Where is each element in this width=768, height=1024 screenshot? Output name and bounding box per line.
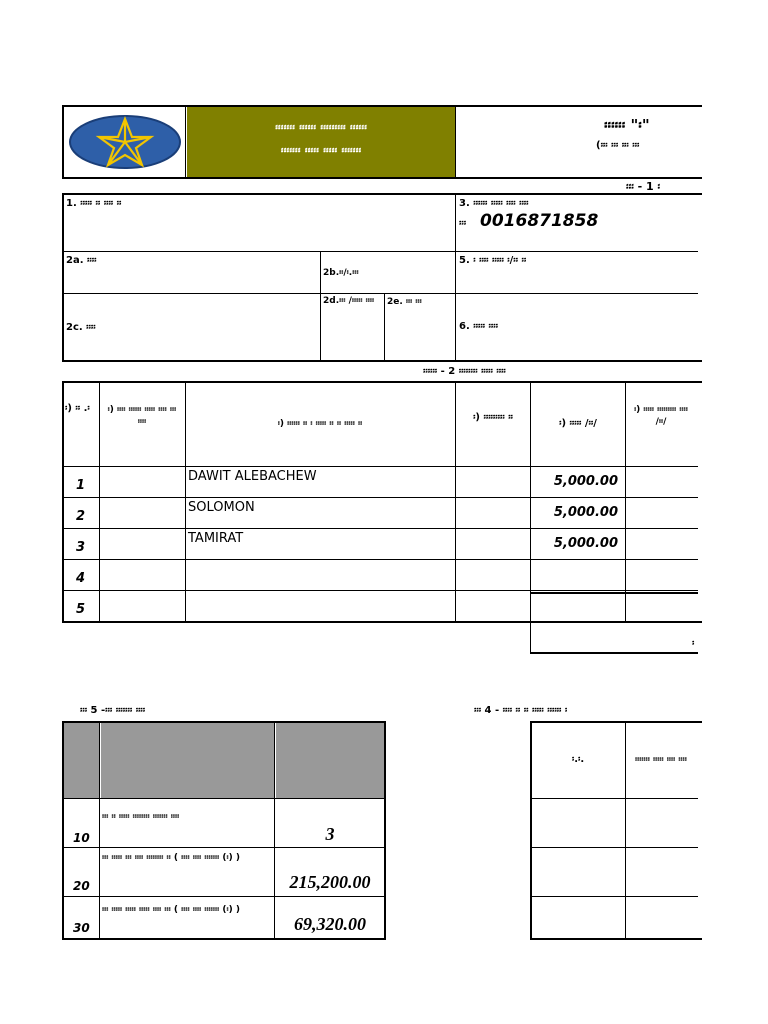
field-2b-label: 2b.፡፡/፡.፡፡፡: [323, 268, 359, 278]
row-salary: 5,000.00: [553, 474, 618, 489]
row-salary: 5,000.00: [553, 536, 618, 551]
row-name: TAMIRAT: [188, 531, 244, 546]
row-number: 3: [76, 540, 86, 555]
row-name: DAWIT ALEBACHEW: [188, 469, 317, 484]
form-subtitle: (፡፡፡ ፡፡፡ ፡፡፡ ፡፡፡: [596, 140, 640, 151]
col-f-header: ፡) ፡፡፡፡፡ ፡፡፡፡፡፡፡፡፡ ፡፡፡፡ /፡፡/: [634, 405, 688, 427]
field-2e-label: 2e. ፡፡፡ ፡፡፡: [387, 297, 422, 307]
col-d-header: ፡) ፡፡፡፡፡፡፡፡፡ ፡፡: [473, 412, 513, 423]
field-2d-label: 2d.፡፡፡ /፡፡፡፡፡ ፡፡፡፡: [323, 296, 375, 306]
row-number: 5: [76, 602, 86, 617]
section5-title: ፡፡፡ 5 -፡፡፡ ፡፡፡፡፡፡፡ ፡፡፡፡: [80, 705, 146, 716]
summary-label: ፡፡፡ ፡፡፡፡፡ ፡፡፡ ፡፡፡፡ ፡፡፡፡፡፡፡፡ ፡፡ ( ፡፡፡፡ ፡፡፡፡ ፡፡፡፡፡፡፡ (፡) ): [102, 853, 241, 863]
field-2c-label: 2c. ፡፡፡፡: [66, 322, 96, 333]
col-a-header: ፡) ፡፡ .፡: [65, 403, 90, 414]
form-title: ፡፡፡፡፡፡ "፡": [604, 116, 650, 134]
field-1-label: 1. ፡፡፡፡፡ ፡፡ ፡፡፡፡ ፡፡: [66, 198, 122, 209]
banner-line-2: ፡፡፡፡፡፡፡ ፡፡፡፡፡ ፡፡፡፡፡ ፡፡፡፡፡፡፡: [280, 143, 362, 157]
field-3-label: 3. ፡፡፡፡፡፡ ፡፡፡፡፡ ፡፡፡፡ ፡፡፡፡: [459, 198, 529, 209]
col-e-header: ፡) ፡፡፡፡፡ /፡፡/: [559, 418, 597, 429]
summary-code: 20: [73, 879, 90, 893]
row-name: SOLOMON: [188, 500, 255, 515]
summary-code: 10: [73, 831, 90, 845]
field-3-prefix: ፡፡፡: [459, 218, 467, 229]
part1-label: ፡፡፡ - 1 ፡: [626, 180, 661, 193]
row-number: 1: [76, 478, 86, 493]
summary-value: 215,200.00: [289, 872, 371, 892]
section4-col1: ፡.፡.: [571, 754, 585, 765]
col-b-header: ፡) ፡፡፡፡ ፡፡፡፡፡፡ ፡፡፡፡፡ ፡፡፡፡ ፡፡፡ ፡፡፡፡: [107, 405, 177, 427]
field-2a-label: 2a. ፡፡፡፡: [66, 255, 97, 266]
section4-title: ፡፡፡ 4 - ፡፡፡፡ ፡፡ ፡፡ ፡፡፡፡፡ ፡፡፡፡፡፡ ፡: [474, 705, 568, 716]
total-fragment: ፡: [692, 638, 695, 649]
summary-label: ፡፡፡ ፡፡፡፡፡ ፡፡፡፡፡ ፡፡፡፡፡ ፡፡፡፡ ፡፡፡ ( ፡፡፡፡ ፡፡፡፡ ፡፡፡፡፡፡፡ (፡) ): [102, 905, 241, 915]
summary-header-b: [101, 723, 274, 798]
ethiopian-star-emblem-icon: [64, 107, 186, 177]
emblem-logo: [64, 107, 186, 177]
section4-col2: ፡፡፡፡፡፡፡ ፡፡፡፡፡ ፡፡፡፡ ፡፡፡፡: [635, 755, 687, 765]
summary-label: ፡፡፡ ፡፡ ፡፡፡፡፡ ፡፡፡፡፡፡፡፡ ፡፡፡፡፡፡፡ ፡፡፡፡: [102, 812, 180, 822]
summary-code: 30: [73, 921, 90, 935]
header-banner: [187, 107, 455, 177]
row-number: 4: [76, 571, 86, 586]
summary-value: 69,320.00: [294, 914, 366, 934]
field-5-label: 5. ፡ ፡፡፡፡ ፡፡፡፡፡ ፡/፡፡ ፡፡: [459, 255, 527, 266]
banner-line-1: ፡፡፡፡፡፡፡ ፡፡፡፡፡፡ ፡፡፡፡፡፡፡፡፡ ፡፡፡፡፡፡: [275, 120, 367, 134]
field-6-label: 6. ፡፡፡፡፡ ፡፡፡፡: [459, 321, 498, 332]
row-number: 2: [76, 509, 86, 524]
summary-value: 3: [325, 824, 335, 844]
section2-title: ፡፡፡፡፡፡ - 2 ፡፡፡፡፡፡፡፡ ፡፡፡፡፡ ፡፡፡፡: [423, 366, 506, 377]
taxpayer-frame: [62, 193, 702, 362]
summary-header-a: [64, 723, 99, 798]
col-c-header: ፡) ፡፡፡፡፡፡ ፡፡ ፡ ፡፡፡፡፡ ፡፡ ፡፡ ፡፡፡፡፡ ፡፡: [277, 419, 363, 429]
summary-header-c: [276, 723, 384, 798]
row-salary: 5,000.00: [553, 505, 618, 520]
tin-value: 0016871858: [480, 211, 599, 231]
